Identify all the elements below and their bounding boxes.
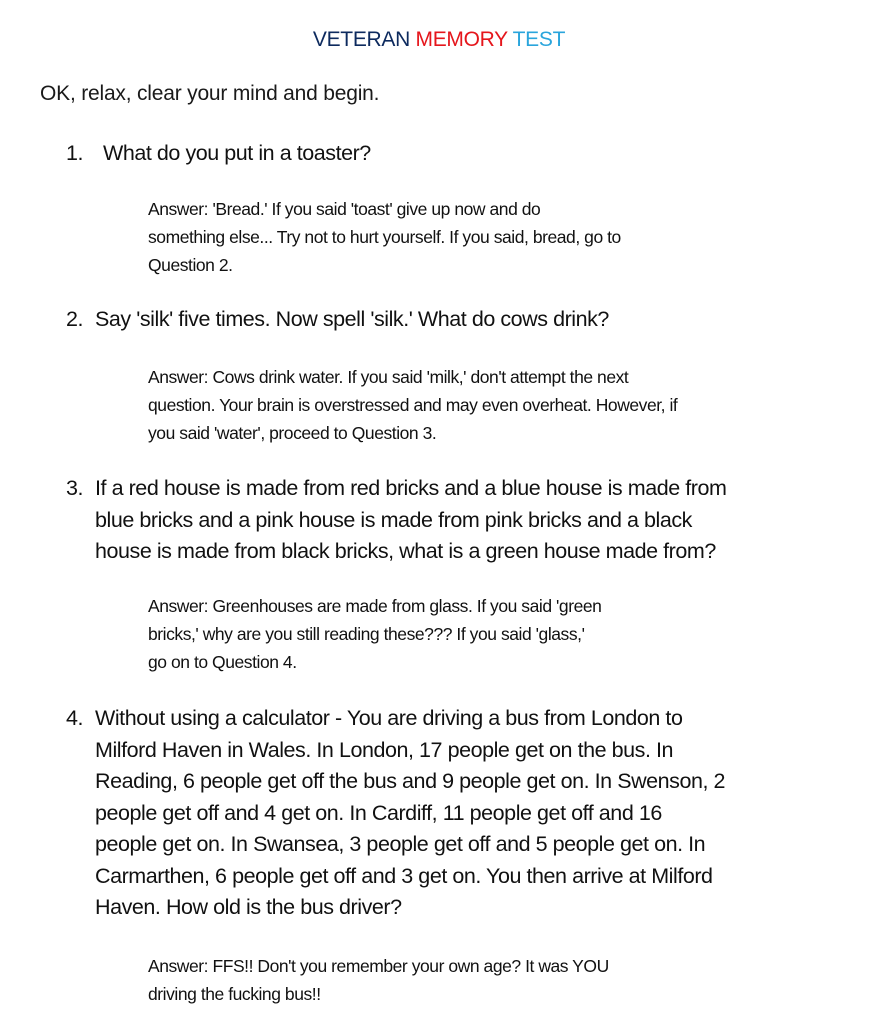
question-line: people get on. In Swansea, 3 people get off and 5 people get on. In <box>95 832 706 856</box>
question-1 <box>66 138 836 170</box>
answer-3 <box>148 592 601 676</box>
answer-line: Question 2. <box>148 255 233 275</box>
question-line: Carmarthen, 6 people get off and 3 get on. You then arrive at Milford <box>95 863 713 888</box>
title-veteran: VETERAN <box>312 28 410 51</box>
question-3 <box>66 473 836 568</box>
question-line: people get off and 4 get on. In Cardiff, 11 people get off and 16 <box>95 800 662 825</box>
answer-line: driving the fucking bus!! <box>148 984 321 1004</box>
question-line: If a red house is made from red bricks and a blue house is made from <box>95 476 727 500</box>
answer-2 <box>148 363 677 447</box>
answer-line: bricks,' why are you still reading these??? If you said 'glass,' <box>148 624 585 644</box>
answer-line: question. Your brain is overstressed and may even overheat. However, if <box>148 395 678 415</box>
question-line: blue bricks and a pink house is made from pink bricks and a black <box>95 507 692 532</box>
question-text: What do you put in a toaster? <box>103 141 371 165</box>
question-text <box>66 473 836 568</box>
answer-line: something else... Try not to hurt yourself. If you said, bread, go to <box>148 227 621 247</box>
question-line: house is made from black bricks, what is a green house made from? <box>95 539 716 563</box>
question-number: 4. <box>66 706 84 730</box>
answer-line: Answer: Greenhouses are made from glass. If you said 'green <box>148 596 602 616</box>
title-test: TEST <box>512 28 566 51</box>
question-number: 2. <box>66 307 84 331</box>
answer-1 <box>148 195 621 279</box>
answer-4 <box>148 952 609 1008</box>
question-text: Say 'silk' five times. Now spell 'silk.' What do cows drink? <box>95 307 609 331</box>
question-line: Reading, 6 people get off the bus and 9 people get on. In Swenson, 2 <box>95 769 726 793</box>
page-title <box>0 28 878 52</box>
answer-line: you said 'water', proceed to Question 3. <box>148 423 437 443</box>
question-number: 3. <box>66 476 84 500</box>
title-memory: MEMORY <box>415 28 508 51</box>
question-text <box>66 703 836 924</box>
question-line: Haven. How old is the bus driver? <box>95 895 402 919</box>
question-line: Without using a calculator - You are driving a bus from London to <box>95 706 683 730</box>
question-4 <box>66 703 836 924</box>
answer-line: Answer: FFS!! Don't you remember your own age? It was YOU <box>148 956 609 976</box>
question-line: Milford Haven in Wales. In London, 17 people get on the bus. In <box>95 737 674 762</box>
answer-line: go on to Question 4. <box>148 652 297 672</box>
question-number: 1. <box>66 141 84 165</box>
answer-line: Answer: Cows drink water. If you said 'milk,' don't attempt the next <box>148 367 629 387</box>
intro-text: OK, relax, clear your mind and begin. <box>40 82 380 105</box>
question-2 <box>66 304 836 336</box>
answer-line: Answer: 'Bread.' If you said 'toast' give up now and do <box>148 199 541 219</box>
